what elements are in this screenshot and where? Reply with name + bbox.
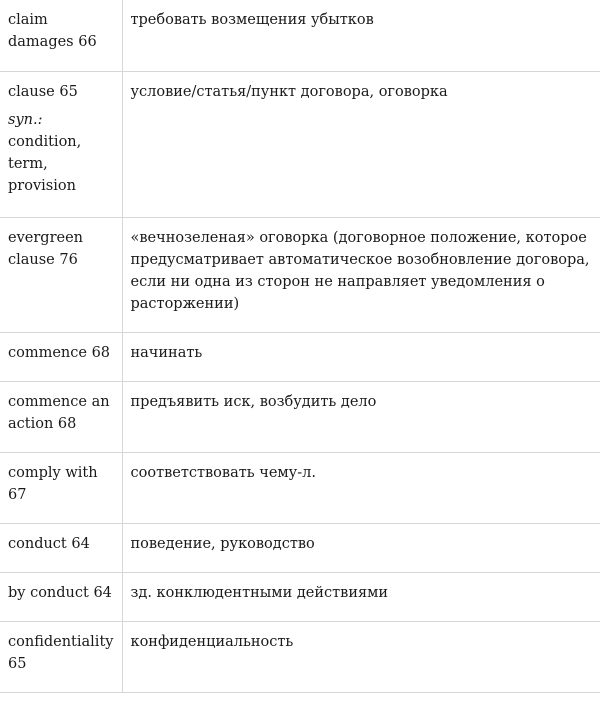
term-text: evergreen clause 76 [8, 229, 83, 268]
definition-text: «вечнозеленая» оговорка (договорное положение, которое предусматривает автоматическое возобновление договора, если ни одна из сторон не направляет уведомления о расторжении) [130, 229, 590, 312]
glossary-row [0, 71, 600, 217]
definition-cell [122, 71, 600, 217]
term-cell [0, 332, 122, 381]
synonym-item: condition, [8, 133, 82, 150]
glossary-row [0, 332, 600, 381]
definition-text: соответствовать чему-л. [130, 464, 316, 481]
definition-text: предъявить иск, возбудить дело [130, 393, 377, 410]
glossary-row [0, 0, 600, 71]
term-cell [0, 523, 122, 572]
glossary-row [0, 217, 600, 332]
definition-text: зд. конклюдентными действиями [130, 584, 389, 601]
term-text: by conduct 64 [8, 584, 112, 601]
glossary-row [0, 572, 600, 621]
glossary-row [0, 523, 600, 572]
definition-cell [122, 381, 600, 452]
term-text: commence an action 68 [8, 393, 110, 432]
definition-text: конфиденциальность [130, 633, 294, 650]
term-text: claim damages 66 [8, 12, 97, 50]
definition-cell [122, 217, 600, 332]
glossary-row [0, 621, 600, 692]
glossary-row [0, 381, 600, 452]
term-cell [0, 621, 122, 692]
term-cell [0, 0, 122, 71]
definition-text: условие/статья/пункт договора, оговорка [130, 83, 448, 100]
definition-cell [122, 0, 600, 71]
synonyms-block [8, 109, 114, 197]
definition-text: начинать [130, 344, 203, 361]
term-cell [0, 572, 122, 621]
term-cell [0, 71, 122, 217]
term-cell [0, 217, 122, 332]
definition-cell [122, 332, 600, 381]
synonym-item: term, [8, 155, 48, 172]
definition-cell [122, 452, 600, 523]
synonym-label: syn.: [8, 111, 43, 128]
definition-cell [122, 621, 600, 692]
synonym-item: provision [8, 177, 76, 194]
definition-cell [122, 572, 600, 621]
definition-cell [122, 523, 600, 572]
term-text: commence 68 [8, 344, 111, 361]
term-text: conduct 64 [8, 535, 90, 552]
term-cell [0, 381, 122, 452]
term-cell [0, 452, 122, 523]
definition-text: поведение, руководство [130, 535, 315, 552]
term-text: comply with 67 [8, 464, 98, 503]
definition-text: требовать возмещения убытков [130, 12, 374, 28]
term-text: confidentiality 65 [8, 633, 114, 672]
glossary-row [0, 452, 600, 523]
term-text: clause 65 [8, 83, 78, 100]
